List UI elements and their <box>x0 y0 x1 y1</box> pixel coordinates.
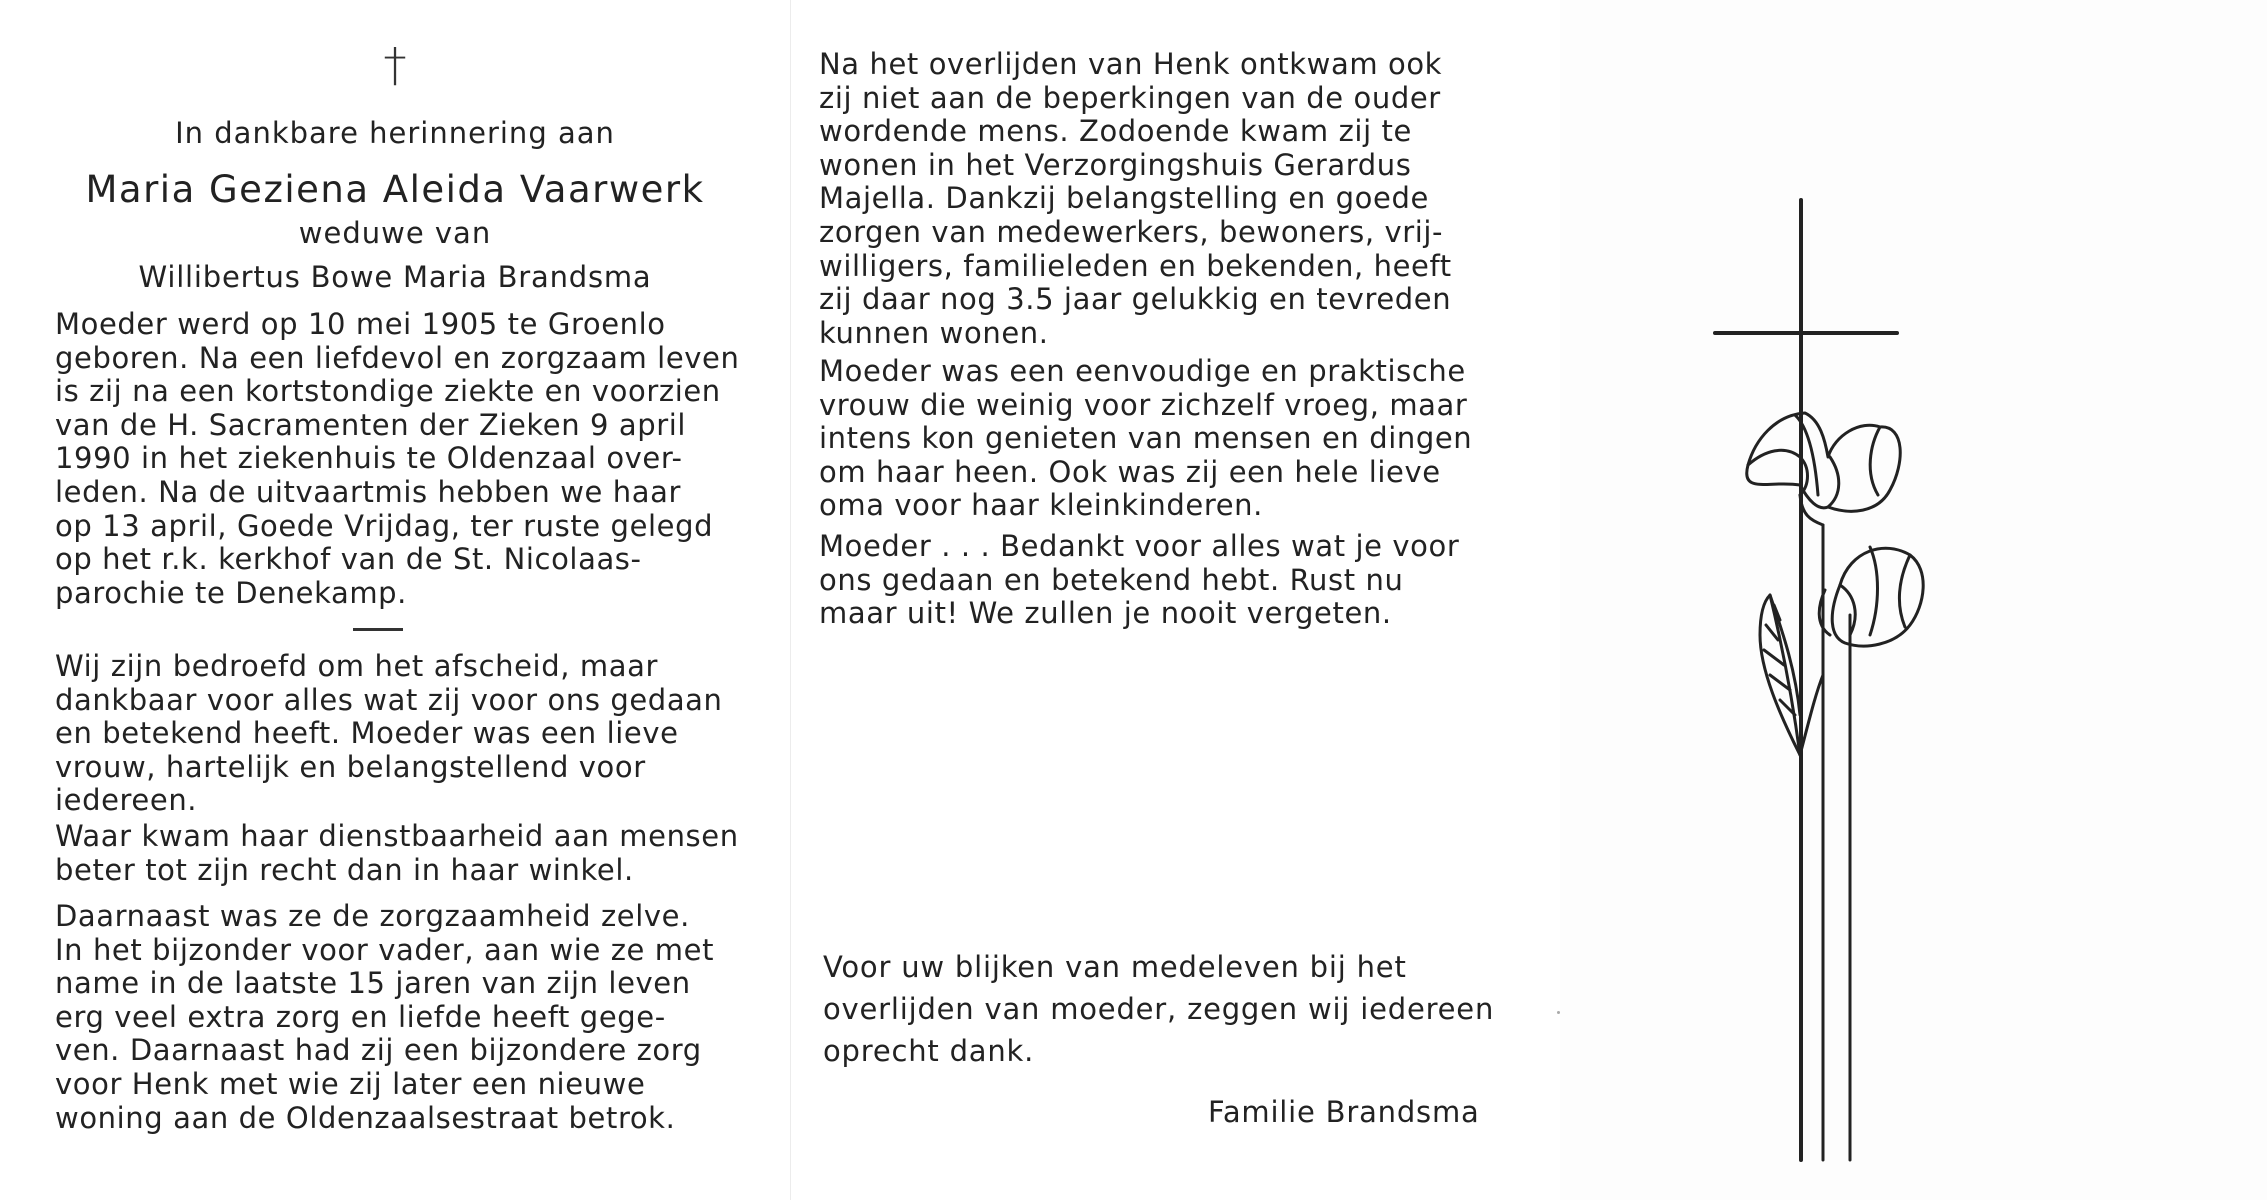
deceased-name: Maria Geziena Aleida Vaarwerk <box>85 168 705 211</box>
left-panel <box>0 0 790 1200</box>
widow-of-label: weduwe van <box>298 216 492 250</box>
grief-paragraph: Daarnaast was ze de zorgzaamheid zelve. In het bijzonder voor vader, aan wie ze met name in de laatste 15 jaren van zijn leven erg veel extra zorg en liefde heeft gege- ven. Daarnaast had zij een bijzondere zorg voor Henk met wie zij later een nieuwe woning aan de Oldenzaalsestraat betrok. <box>55 899 715 1135</box>
middle-panel <box>790 0 1560 1200</box>
thanks-text: Voor uw blijken van medeleven bij het overlijden van moeder, zeggen wij iedereen oprecht dank. <box>823 950 1495 1068</box>
right-panel <box>1560 0 2267 1200</box>
continuation-paragraph: Moeder . . . Bedankt voor alles wat je voor ons gedaan en betekend hebt. Rust nu maar uit! We zullen je nooit vergeten. <box>819 529 1460 631</box>
memorial-intro: In dankbare herinnering aan <box>175 116 615 150</box>
divider <box>353 628 403 631</box>
grief-paragraph: Waar kwam haar dienstbaarheid aan mensen beter tot zijn recht dan in haar winkel. <box>55 819 739 887</box>
biography-text: Moeder werd op 10 mei 1905 te Groenlo geboren. Na een liefdevol en zorgzaam leven is zij na een kortstondige ziekte en voorzien van de H. Sacramenten der Zieken 9 april 1990 in het ziekenhuis te Oldenzaal over- leden. Na de uitvaartmis hebben we haar op 13 april, Goede Vrijdag, ter ruste gelegd op het r.k. kerkhof van de St. Nicolaas- parochie te Denekamp. <box>55 307 740 610</box>
grief-paragraph: Wij zijn bedroefd om het afscheid, maar dankbaar voor alles wat zij voor ons gedaan en betekend heeft. Moeder was een lieve vrouw, hartelijk en belangstellend voor iedereen. <box>55 649 723 818</box>
cross-icon: † <box>383 38 407 92</box>
husband-name: Willibertus Bowe Maria Brandsma <box>138 260 652 294</box>
family-signature: Familie Brandsma <box>1208 1095 1480 1129</box>
continuation-paragraph: Na het overlijden van Henk ontkwam ook zij niet aan de beperkingen van de ouder wordende mens. Zodoende kwam zij te wonen in het Verzorgingshuis Gerardus Majella. Dankzij belangstelling en goede zorgen van medewerkers, bewoners, vrij- willigers, familieleden en bekenden, heeft zij daar nog 3.5 jaar gelukkig en tevreden kunnen wonen. <box>819 47 1452 350</box>
cross-with-poppies-icon <box>1700 195 2030 1175</box>
continuation-paragraph: Moeder was een eenvoudige en praktische vrouw die weinig voor zichzelf vroeg, maar intens kon genieten van mensen en dingen om haar heen. Ook was zij een hele lieve oma voor haar kleinkinderen. <box>819 354 1473 523</box>
